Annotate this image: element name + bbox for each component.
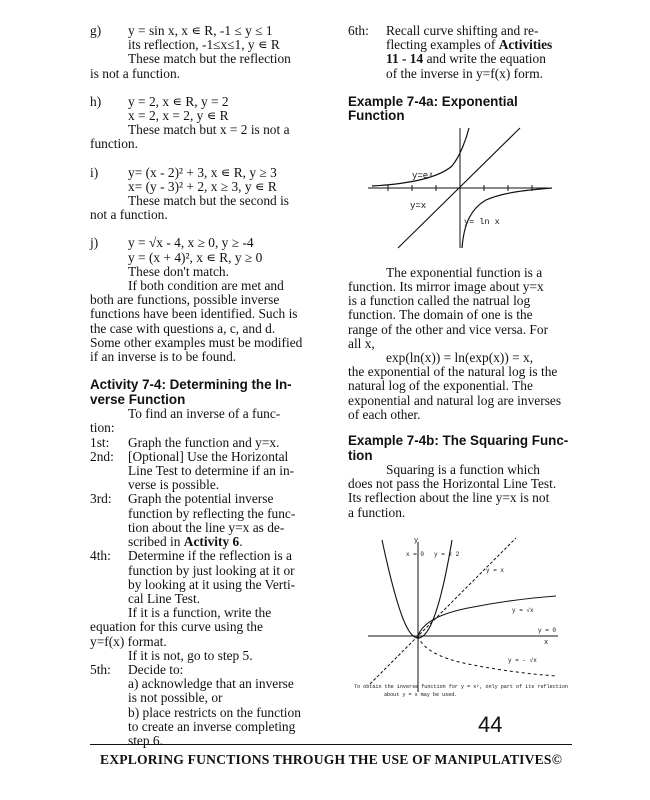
step-text — [386, 38, 570, 52]
step-label: 3rd: — [90, 491, 112, 507]
paragraph-line: function. Its mirror image about y=x — [348, 279, 544, 295]
squaring-graph — [348, 534, 570, 704]
step-label: 2nd: — [90, 448, 114, 464]
step-label: 4th: — [90, 548, 111, 564]
paragraph-line: all x, — [348, 335, 375, 351]
step-text: of the inverse in y=f(x) form. — [386, 65, 544, 81]
step-text: by looking at it using the Verti- — [128, 576, 296, 592]
exercise-h — [90, 95, 328, 152]
step-3 — [90, 492, 328, 549]
step-text: Decide to: — [128, 661, 184, 677]
step-text: to create an inverse completing — [128, 718, 296, 734]
label-y0: y = 0 — [538, 626, 557, 634]
note: function. — [90, 136, 138, 152]
caption-line: To obtain the inverse function for y = x², only part of its reflection — [354, 683, 568, 690]
paragraph-line: range of the other and vice versa. For — [348, 321, 549, 337]
step-text: cal Line Test. — [128, 590, 201, 606]
footer-rule — [90, 744, 572, 745]
equation: y = (x + 4)², x ∊ R, y ≥ 0 — [128, 249, 263, 265]
paragraph-line: natural log of the exponential. The — [348, 378, 533, 394]
exercise-j — [90, 236, 328, 364]
paragraph-line: Its reflection about the line y=x is not — [348, 490, 550, 506]
step-text: b) place restricts on the function — [128, 704, 301, 720]
paragraph-line: both are functions, possible inverse — [90, 292, 280, 308]
label-y: y — [414, 536, 419, 545]
step-text: scribed in Activity 6. — [128, 534, 243, 550]
intro: To find an inverse of a func- — [128, 406, 281, 422]
example-b — [348, 434, 570, 520]
step-label: 6th: — [348, 23, 369, 38]
step-text: [Optional] Use the Horizontal — [128, 448, 289, 464]
activity-title: Activity 7-4: Determining the In- — [90, 377, 292, 393]
paragraph-line: if an inverse is to be found. — [90, 349, 237, 365]
step-5 — [90, 663, 328, 748]
step-text: function by reflecting the func- — [128, 505, 296, 521]
note: These match but the reflection — [128, 51, 291, 67]
activity-reference: 11 - 14 — [386, 51, 424, 67]
equation: y = sin x, x ∊ R, -1 ≤ y ≤ 1 — [128, 23, 273, 38]
note: is not a function. — [90, 65, 181, 81]
step-text: Determine if the reflection is a — [128, 548, 292, 564]
step-text: verse is possible. — [128, 477, 220, 493]
step-text-part: flecting examples of — [386, 37, 496, 53]
paragraph-line: functions have been identified. Such is — [90, 306, 298, 322]
example-b-title: Example 7-4b: The Squaring Func- — [348, 433, 569, 449]
paragraph-line: exponential and natural log are inverses — [348, 392, 562, 408]
equation: its reflection, -1≤x≤1, y ∊ R — [128, 37, 280, 53]
paragraph-line: The exponential function is a — [386, 264, 543, 280]
step-text-part: scribed in — [128, 534, 181, 550]
note: These match but the second is — [128, 193, 290, 209]
note: These match but x = 2 is not a — [128, 122, 290, 138]
exercise-label: j) — [90, 235, 99, 251]
right-column — [348, 24, 570, 704]
step-6 — [348, 24, 570, 81]
example-a-title: Example 7-4a: Exponential Function — [348, 93, 518, 124]
paragraph-line: Some other examples must be modified — [90, 334, 303, 350]
exercise-i — [90, 166, 328, 223]
caption-line: about y = x may be used. — [384, 691, 458, 698]
label-y-x: y = x — [486, 566, 505, 574]
equation: y= (x - 2)² + 3, x ∊ R, y ≥ 3 — [128, 164, 277, 180]
label-ln: y= ln x — [464, 216, 500, 227]
paragraph-line: Squaring is a function which — [386, 462, 540, 478]
neg-sqrt-curve — [418, 636, 556, 676]
step-text: If it is a function, write the — [128, 605, 272, 621]
label-yx: y=x — [410, 200, 427, 211]
step-4 — [90, 549, 328, 620]
step-text: is not possible, or — [128, 690, 223, 706]
paragraph-line: is a function called the natrual log — [348, 293, 531, 309]
step-text: If it is not, go to step 5. — [128, 647, 253, 663]
equation: x= (y - 3)² + 2, x ≥ 3, y ∊ R — [128, 178, 277, 194]
label-y-x2: y = x 2 — [434, 550, 460, 558]
paragraph-line: a function. — [348, 504, 406, 520]
activity-reference: Activities — [498, 37, 553, 53]
exponential-log-graph — [348, 126, 570, 256]
label-x: x — [544, 638, 549, 647]
label-x0: x = 0 — [406, 550, 425, 558]
step-text — [386, 52, 570, 66]
label-sqrt: y = √x — [512, 606, 534, 614]
step-2 — [90, 450, 328, 493]
step-text: function by just looking at it or — [128, 562, 295, 578]
label-neg-sqrt: y = - √x — [508, 656, 537, 664]
step-text: Graph the function and y=x. — [128, 434, 280, 450]
formula: exp(ln(x)) = ln(exp(x)) = x, — [386, 350, 534, 366]
exercise-label: h) — [90, 93, 102, 109]
step-text-part: and write the equation — [426, 51, 546, 67]
step-text: a) acknowledge that an inverse — [128, 676, 294, 692]
equation: y = 2, x ∊ R, y = 2 — [128, 93, 229, 109]
exercise-label: g) — [90, 23, 102, 38]
paragraph-line: of each other. — [348, 406, 421, 422]
paragraph-line: does not pass the Horizontal Line Test. — [348, 476, 557, 492]
paragraph-line: the exponential of the natural log is the — [348, 364, 558, 380]
step-text: y=f(x) format. — [90, 633, 167, 649]
footer-title: EXPLORING FUNCTIONS THROUGH THE USE OF MANIPULATIVES© — [99, 752, 563, 767]
exercise-label: i) — [90, 164, 99, 180]
paragraph-line: the case with questions a, c, and d. — [90, 320, 276, 336]
note: These don't match. — [128, 263, 229, 279]
activity-reference: Activity 6 — [183, 534, 240, 550]
step-text: Graph the potential inverse — [128, 491, 274, 507]
paragraph-line: function. The domain of one is the — [348, 307, 533, 323]
equation: x = 2, x = 2, y ∊ R — [128, 108, 229, 124]
intro: tion: — [90, 420, 115, 436]
label-exp: y=eˣ — [412, 170, 434, 181]
activity-7-4 — [90, 378, 328, 748]
step-text: tion about the line y=x as de- — [128, 519, 285, 535]
exercise-g — [90, 24, 328, 81]
step-label: 1st: — [90, 434, 110, 450]
step-label: 5th: — [90, 661, 111, 677]
page-number: 44 — [478, 712, 503, 737]
step-text: Line Test to determine if an in- — [128, 463, 295, 479]
left-column — [90, 24, 328, 748]
step-text: equation for this curve using the — [90, 619, 263, 635]
note: not a function. — [90, 207, 168, 223]
activity-title: verse Function — [90, 391, 186, 407]
step-1 — [90, 436, 328, 450]
exponential-text — [348, 266, 570, 422]
step-text: step 6. — [128, 732, 163, 748]
step-text: Recall curve shifting and re- — [386, 23, 539, 38]
example-b-title: tion — [348, 447, 373, 463]
equation: y = √x - 4, x ≥ 0, y ≥ -4 — [128, 235, 254, 251]
line-y-equals-x — [370, 538, 516, 684]
note: If both condition are met and — [128, 278, 284, 294]
